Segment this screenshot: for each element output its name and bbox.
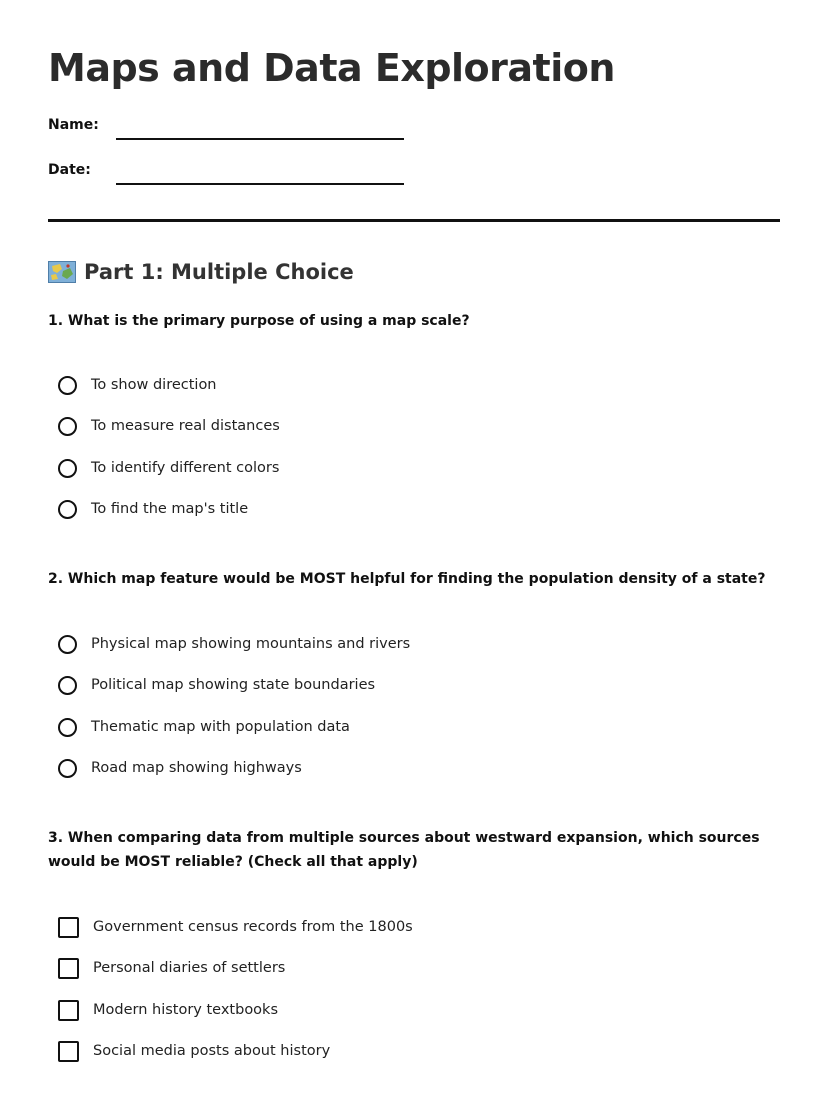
section-title: Part 1: Multiple Choice bbox=[84, 260, 354, 284]
checkbox[interactable] bbox=[58, 958, 79, 979]
section-heading bbox=[48, 257, 354, 287]
radio-button[interactable] bbox=[58, 635, 77, 654]
option-label: To show direction bbox=[91, 377, 217, 393]
checkbox[interactable] bbox=[58, 1000, 79, 1021]
name-blank-line[interactable] bbox=[116, 138, 404, 140]
option-label: To measure real distances bbox=[91, 418, 280, 434]
q1-option-1[interactable] bbox=[58, 372, 217, 398]
radio-button[interactable] bbox=[58, 500, 77, 519]
q2-option-3[interactable] bbox=[58, 714, 350, 740]
checkbox[interactable] bbox=[58, 917, 79, 938]
name-field bbox=[48, 117, 448, 141]
option-label: Personal diaries of settlers bbox=[93, 960, 286, 976]
radio-button[interactable] bbox=[58, 676, 77, 695]
page-title: Maps and Data Exploration bbox=[48, 46, 615, 90]
option-label: Political map showing state boundaries bbox=[91, 677, 376, 693]
date-label: Date: bbox=[48, 162, 91, 178]
radio-button[interactable] bbox=[58, 417, 77, 436]
q2-option-1[interactable] bbox=[58, 631, 410, 657]
question-2: 2. Which map feature would be MOST helpful for finding the population density of a state? bbox=[48, 571, 766, 587]
checkbox[interactable] bbox=[58, 1041, 79, 1062]
radio-button[interactable] bbox=[58, 459, 77, 478]
q1-option-3[interactable] bbox=[58, 455, 279, 481]
map-icon bbox=[48, 261, 76, 283]
radio-button[interactable] bbox=[58, 376, 77, 395]
q2-option-4[interactable] bbox=[58, 755, 302, 781]
option-label: Modern history textbooks bbox=[93, 1002, 279, 1018]
name-label: Name: bbox=[48, 117, 99, 133]
radio-button[interactable] bbox=[58, 759, 77, 778]
q1-option-2[interactable] bbox=[58, 413, 280, 439]
q3-option-2[interactable] bbox=[58, 955, 285, 981]
option-label: Social media posts about history bbox=[93, 1043, 331, 1059]
question-3: 3. When comparing data from multiple sources about westward expansion, which sources would be MOST reliable? (Check all that apply) bbox=[48, 830, 760, 870]
option-label: Road map showing highways bbox=[91, 760, 302, 776]
q3-option-1[interactable] bbox=[58, 914, 413, 940]
radio-button[interactable] bbox=[58, 718, 77, 737]
option-label: Physical map showing mountains and rivers bbox=[91, 636, 411, 652]
q1-option-4[interactable] bbox=[58, 496, 248, 522]
option-label: To find the map's title bbox=[91, 501, 249, 517]
date-field bbox=[48, 162, 448, 186]
option-label: To identify different colors bbox=[91, 460, 280, 476]
option-label: Government census records from the 1800s bbox=[93, 919, 413, 935]
date-blank-line[interactable] bbox=[116, 183, 404, 185]
q3-option-4[interactable] bbox=[58, 1038, 330, 1064]
q2-option-2[interactable] bbox=[58, 672, 375, 698]
question-1: 1. What is the primary purpose of using a map scale? bbox=[48, 313, 470, 329]
q3-option-3[interactable] bbox=[58, 997, 278, 1023]
header-divider bbox=[48, 219, 780, 222]
option-label: Thematic map with population data bbox=[91, 719, 350, 735]
